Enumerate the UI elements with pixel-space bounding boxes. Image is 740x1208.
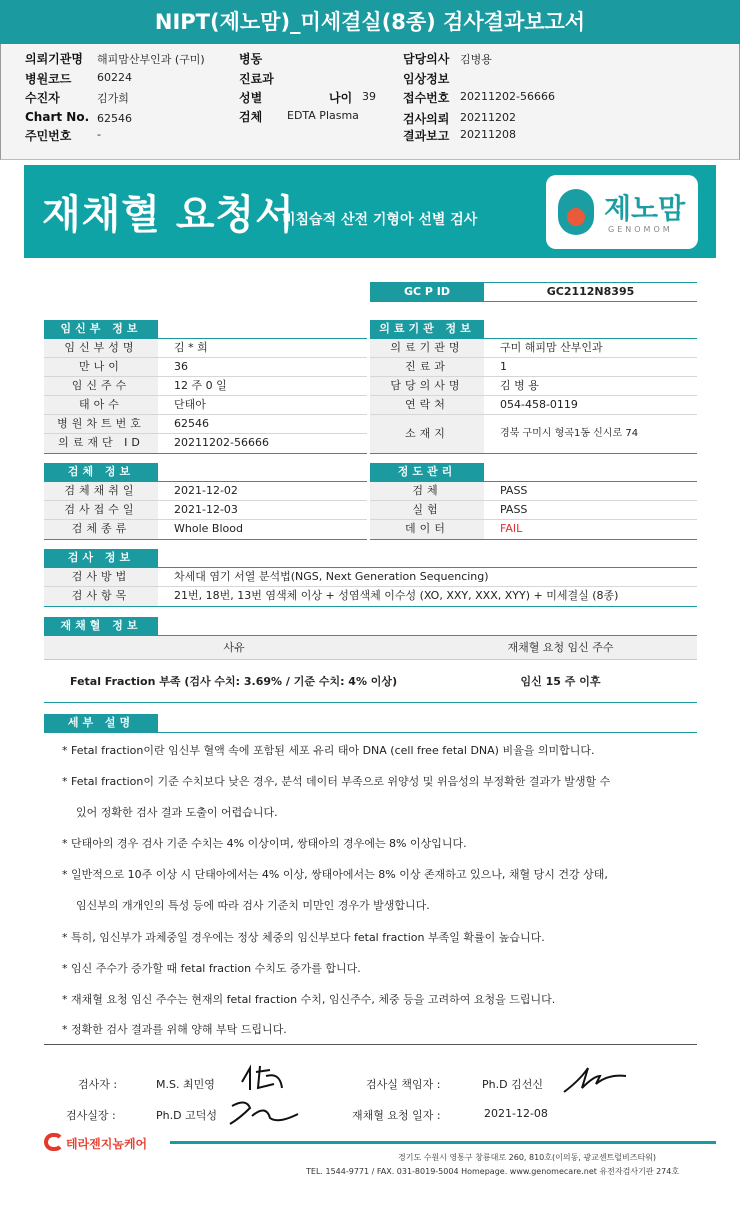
row-value: PASS	[500, 484, 528, 497]
table-row	[44, 358, 367, 377]
redraw-row	[44, 660, 697, 703]
hdr-label: 진료과	[239, 72, 274, 86]
table-row	[370, 377, 697, 396]
fail-status: FAIL	[500, 522, 523, 535]
date-label: 재채혈 요청 일자 :	[352, 1109, 441, 1122]
chief-label: 검사실장 :	[66, 1109, 116, 1122]
row-key: 실험	[370, 501, 484, 519]
row-value: 21번, 18번, 13번 염색체 이상 + 성염색체 이수성 (XO, XXY, XXX, XYY) + 미세결실 (8종)	[174, 589, 619, 602]
hdr-label: 담당의사	[403, 52, 450, 66]
row-value: 1	[500, 360, 507, 373]
hdr-value: 20211208	[460, 128, 516, 141]
row-value: 62546	[174, 417, 209, 430]
table-row	[44, 396, 367, 415]
row-key: 담당의사명	[370, 377, 484, 395]
hdr-value: 20211202	[460, 111, 516, 124]
redraw-reason: Fetal Fraction 부족 (검사 수치: 3.69% / 기준 수치: 4% 이상)	[70, 675, 398, 688]
row-key: 만나이	[44, 358, 158, 376]
row-key: 의료재단 ID	[44, 434, 158, 453]
request-date: 2021-12-08	[484, 1107, 548, 1120]
hdr-value: 39	[362, 90, 376, 103]
note-line: 임신부의 개개인의 특성 등에 따라 검사 기준치 미만인 경우가 발생합니다.	[62, 899, 430, 912]
hdr-value: -	[97, 128, 101, 141]
row-value: 구미 해피맘 산부인과	[500, 341, 603, 354]
lead-name: Ph.D 김선신	[482, 1078, 543, 1091]
row-key: 검체	[370, 482, 484, 500]
row-value: 054-458-0119	[500, 398, 578, 411]
row-key: 검사접수일	[44, 501, 158, 519]
logo-subtext: GENOMOM	[608, 225, 673, 234]
section-detail: 세부 설명	[44, 714, 158, 732]
hdr-label: 임상정보	[403, 72, 450, 86]
divider	[44, 1044, 697, 1045]
report-header	[0, 44, 740, 160]
redraw-table	[44, 635, 697, 703]
section-test: 검사 정보	[44, 549, 158, 567]
note-line: * 정확한 검사 결과를 위해 양해 부탁 드립니다.	[62, 1023, 287, 1036]
row-value: 20211202-56666	[174, 436, 269, 449]
tester-signature	[236, 1062, 288, 1096]
section-hospital: 의료기관 정보	[370, 320, 484, 338]
row-key: 검체채취일	[44, 482, 158, 500]
note-line: * Fetal fraction이란 임신부 혈액 속에 포함된 세포 유리 태아 DNA (cell free fetal DNA) 비율을 의미합니다.	[62, 744, 595, 757]
row-key: 의료기관명	[370, 339, 484, 357]
redraw-header	[44, 636, 697, 660]
section-redraw: 재채혈 정보	[44, 617, 158, 635]
row-key: 임신부성명	[44, 339, 158, 357]
company-contact: TEL. 1544-9771 / FAX. 031-8019-5004 Homepage. www.genomecare.net 유전자검사기관 274호	[306, 1167, 680, 1176]
patient-table	[44, 338, 367, 454]
genomom-logo	[546, 175, 698, 249]
row-key: 소재지	[370, 415, 484, 453]
company-name: 테라젠지놈케어	[66, 1137, 148, 1151]
hdr-value: 김가희	[97, 92, 129, 105]
row-value: 차세대 염기 서열 분석법(NGS, Next Generation Sequencing)	[174, 570, 489, 583]
row-key: 검체종류	[44, 520, 158, 539]
table-row	[370, 396, 697, 415]
row-value: Whole Blood	[174, 522, 243, 535]
row-key: 태아수	[44, 396, 158, 414]
hospital-table	[370, 338, 697, 454]
row-value: 경북 구미시 형곡1동 신시로 74	[500, 428, 639, 439]
row-key: 병원차트번호	[44, 415, 158, 433]
table-row	[370, 501, 697, 520]
table-row	[44, 339, 367, 358]
hdr-label: 나이	[329, 91, 353, 105]
hdr-label: 결과보고	[403, 129, 450, 143]
hdr-label: 병원코드	[25, 72, 72, 86]
row-key: 연락처	[370, 396, 484, 414]
chief-name: Ph.D 고덕성	[156, 1109, 217, 1122]
lead-label: 검사실 책임자 :	[366, 1078, 441, 1091]
hdr-label: 검체	[239, 110, 263, 124]
section-qc: 정도관리	[370, 463, 484, 481]
tester-label: 검사자 :	[78, 1078, 118, 1091]
section-specimen: 검체 정보	[44, 463, 158, 481]
table-row	[44, 482, 367, 501]
row-key: 데이터	[370, 520, 484, 539]
row-key: 검사방법	[44, 568, 158, 586]
gcp-id-label: GC P ID	[370, 282, 484, 302]
note-line: * 재채혈 요청 임신 주수는 현재의 fetal fraction 수치, 임신주수, 체중 등을 고려하여 요청을 드립니다.	[62, 993, 556, 1006]
table-row	[44, 501, 367, 520]
specimen-table	[44, 481, 367, 540]
row-key: 검사항목	[44, 587, 158, 606]
col-week: 재채혈 요청 임신 주수	[507, 641, 614, 654]
hdr-label: 주민번호	[25, 129, 72, 143]
table-row	[44, 434, 367, 453]
table-row	[44, 587, 697, 606]
hdr-label: 수진자	[25, 91, 60, 105]
row-value: 2021-12-02	[174, 484, 238, 497]
banner-title: 재채혈 요청서	[42, 192, 295, 238]
hdr-value: 62546	[97, 112, 132, 125]
table-row	[44, 520, 367, 539]
redraw-week: 임신 15 주 이후	[520, 675, 601, 688]
row-value: 단태아	[174, 398, 206, 411]
footer-bar	[170, 1141, 716, 1144]
lead-signature	[560, 1062, 630, 1098]
note-line: * Fetal fraction이 기준 수치보다 낮은 경우, 분석 데이터 부족으로 위양성 및 위음성의 부정확한 결과가 발생할 수	[62, 775, 611, 788]
hdr-value: 김병용	[460, 53, 492, 66]
table-row	[370, 415, 697, 453]
note-line: * 임신 주수가 증가할 때 fetal fraction 수치도 증가를 합니다.	[62, 962, 361, 975]
col-reason: 사유	[223, 641, 245, 654]
request-banner	[24, 165, 716, 258]
genomom-logo-icon	[558, 189, 594, 235]
row-value: 2021-12-03	[174, 503, 238, 516]
hdr-label: 의뢰기관명	[25, 52, 83, 66]
tester-name: M.S. 최민영	[156, 1078, 215, 1091]
table-row	[44, 377, 367, 396]
logo-text: 제노맘	[604, 192, 686, 225]
divider	[44, 732, 697, 733]
table-row	[370, 520, 697, 539]
note-line: 있어 정확한 검사 결과 도출이 어렵습니다.	[62, 806, 278, 819]
note-line: * 단태아의 경우 검사 기준 수치는 4% 이상이며, 쌍태아의 경우에는 8% 이상입니다.	[62, 837, 467, 850]
hdr-label: 검사의뢰	[403, 112, 450, 126]
hdr-value: EDTA Plasma	[287, 109, 359, 122]
chief-signature	[222, 1094, 302, 1134]
table-row	[370, 339, 697, 358]
hdr-label: 병동	[239, 52, 263, 66]
table-row	[370, 482, 697, 501]
table-row	[370, 358, 697, 377]
row-value: 12 주 0 일	[174, 379, 227, 392]
company-logo-icon	[44, 1133, 64, 1151]
table-row	[44, 415, 367, 434]
section-patient: 임신부 정보	[44, 320, 158, 338]
hdr-value: 해피맘산부인과 (구미)	[97, 53, 205, 66]
row-value: PASS	[500, 503, 528, 516]
row-key: 임신주수	[44, 377, 158, 395]
row-key: 진료과	[370, 358, 484, 376]
note-line: * 특히, 임신부가 과체중일 경우에는 정상 체중의 임신부보다 fetal fraction 부족일 확률이 높습니다.	[62, 931, 545, 944]
hdr-label: 성별	[239, 91, 263, 105]
table-row	[44, 568, 697, 587]
hdr-label: Chart No.	[25, 110, 90, 124]
hdr-label: 접수번호	[403, 91, 450, 105]
row-value: 김 병 용	[500, 379, 539, 392]
row-value: 김 * 희	[174, 341, 208, 354]
banner-subtitle: 비침습적 산전 기형아 선별 검사	[282, 212, 478, 228]
hdr-value: 60224	[97, 71, 132, 84]
hdr-value: 20211202-56666	[460, 90, 555, 103]
test-table	[44, 567, 697, 607]
report-title: NIPT(제노맘)_미세결실(8종) 검사결과보고서	[0, 0, 740, 44]
note-line: * 일반적으로 10주 이상 시 단태아에서는 4% 이상, 쌍태아에서는 8% 이상 존재하고 있으나, 채혈 당시 건강 상태,	[62, 868, 608, 881]
gcp-id-value: GC2112N8395	[484, 282, 697, 302]
qc-table	[370, 481, 697, 540]
row-value: 36	[174, 360, 188, 373]
company-address: 경기도 수원시 영통구 창룡대로 260, 810호(이의동, 광교센트럴비즈타워)	[398, 1153, 657, 1162]
